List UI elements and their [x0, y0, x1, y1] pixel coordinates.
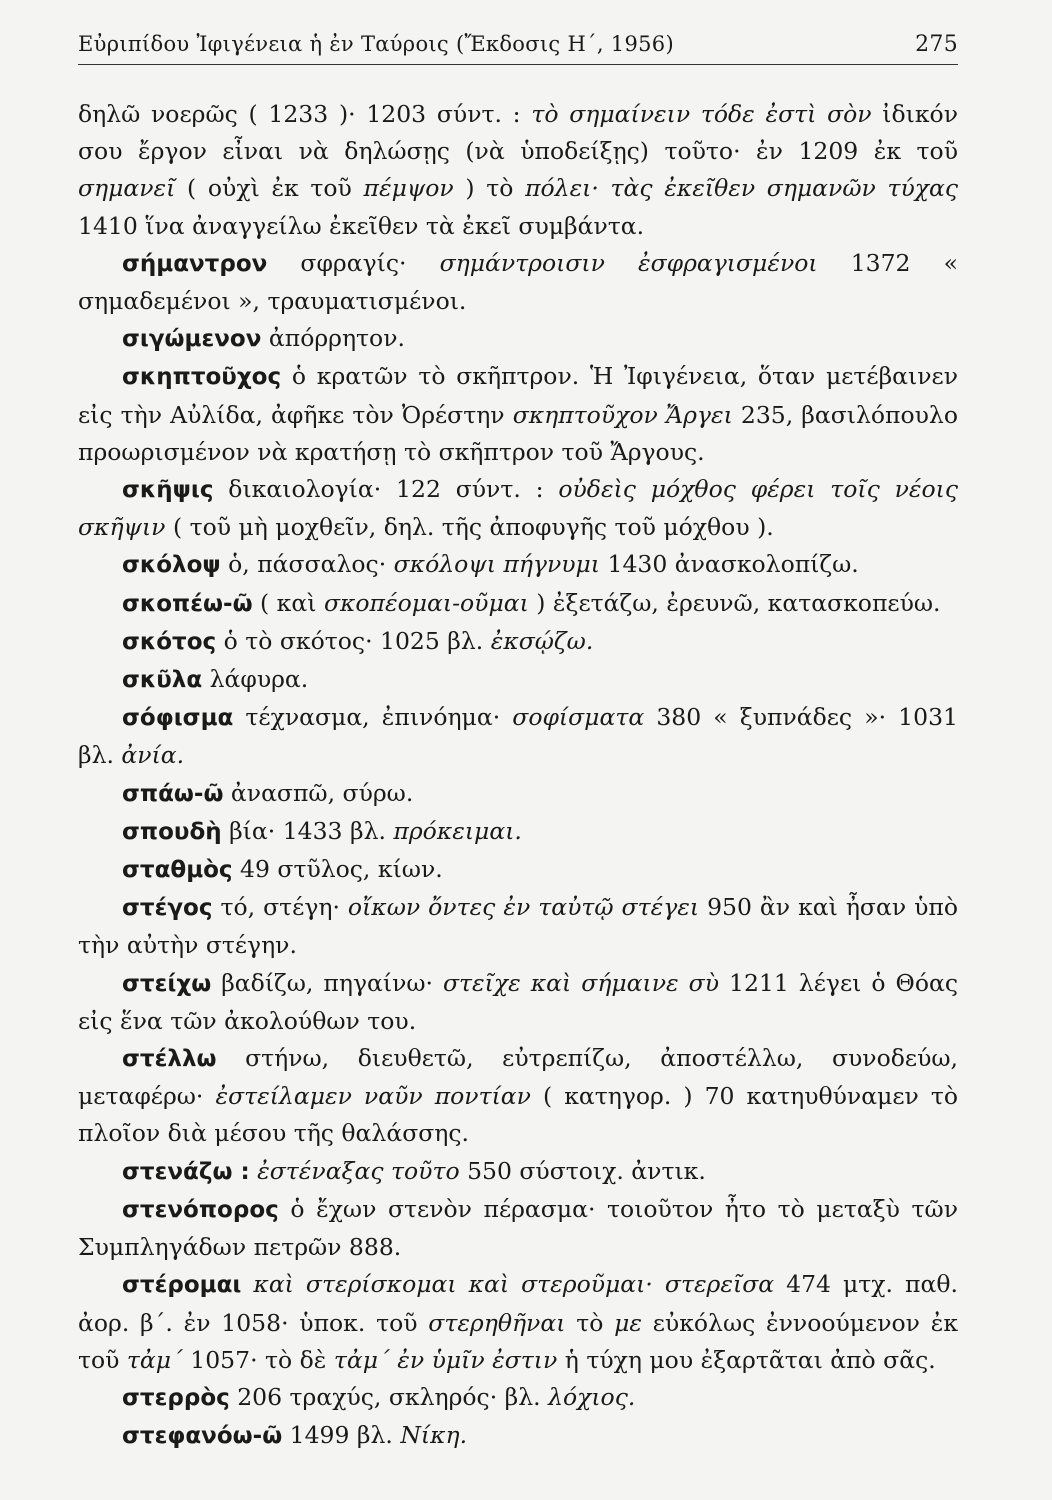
headword: στείχω [122, 970, 212, 997]
definition-text: 1410 ἵνα ἀναγγείλω ἐκεῖθεν τὰ ἐκεῖ συμβάντα. [78, 211, 645, 240]
definition-text: 1430 ἀνασκολοπίζω. [600, 550, 859, 579]
headword: σταθμὸς [122, 857, 233, 884]
glossary-entry [78, 851, 958, 889]
italic-quote: Νίκη. [400, 1421, 468, 1450]
definition-text: 1057· τὸ δὲ [182, 1345, 334, 1374]
headword: σκότος [122, 628, 217, 655]
definition-text: ( τοῦ μὴ μοχθεῖν, δηλ. τῆς ἀποφυγῆς τοῦ μόχθου ). [165, 513, 774, 542]
glossary-entry [78, 623, 958, 661]
definition-text: σφραγίς· [267, 248, 440, 277]
definition-text: 1372 « σημαδεμένοι », τραυματισμένοι. [78, 248, 958, 316]
definition-text: 550 σύστοιχ. ἀντικ. [459, 1156, 706, 1185]
italic-quote: στερηθῆναι [428, 1308, 566, 1337]
italic-quote: με [614, 1308, 642, 1337]
headword: σκηπτοῦχος [122, 364, 282, 391]
italic-quote: στεῖχε καὶ σήμαινε σὺ [443, 968, 719, 997]
italic-quote: ἐστέναξας τοῦτο [257, 1156, 460, 1185]
glossary-entry [78, 1379, 958, 1417]
headword: σκόλοψ [122, 552, 221, 579]
headword: σπουδὴ [122, 818, 222, 845]
definition-text: ἀνασπῶ, σύρω. [223, 778, 414, 807]
italic-quote: πέμψον [363, 174, 454, 203]
glossary-entry [78, 1153, 958, 1191]
definition-text: εὐκόλως ἐννοούμενον ἐκ τοῦ [78, 1308, 959, 1374]
glossary-entry [78, 245, 958, 320]
glossary-entry [78, 1040, 958, 1153]
definition-text: 1211 λέγει ὁ Θόας εἰς ἕνα τῶν ἀκολούθων του. [78, 968, 958, 1035]
glossary-entry [78, 699, 958, 774]
definition-text: ὁ ἔχων στενὸν πέρασμα· τοιοῦτον ἦτο τὸ μεταξὺ τῶν Συμπληγάδων πετρῶν 888. [78, 1194, 958, 1262]
definition-text: τέχνασμα, ἐπινόημα· [233, 703, 513, 732]
headword: στενόπορος [122, 1196, 279, 1223]
headword: σόφισμα [122, 705, 234, 732]
italic-quote: τὸ σημαίνειν τόδε ἐστὶ σὸν [531, 100, 872, 128]
glossary-entry [78, 661, 958, 699]
definition-text: ( οὐχὶ ἐκ τοῦ [175, 174, 364, 203]
glossary-entry [78, 813, 958, 851]
italic-quote: σημανεῖ [78, 174, 176, 203]
italic-quote: σκόλοψι πήγνυμι [393, 550, 601, 579]
italic-quote: πρόκειμαι. [393, 816, 522, 845]
page-number: 275 [915, 32, 958, 57]
glossary-entries [78, 96, 958, 1455]
headword: στέλλω [122, 1046, 217, 1073]
italic-quote: σοφίσματα [512, 703, 645, 732]
headword: στέγος [122, 895, 213, 922]
italic-quote: σημάντροισιν ἐσφραγισμένοι [439, 248, 818, 277]
headword: σήμαντρον [122, 250, 268, 277]
definition-text: ὁ, πάσσαλος· [220, 550, 394, 579]
definition-text: ἰδικόν σου ἔργον εἶναι νὰ δηλώσῃς (νὰ ὑποδείξῃς) τοῦτο· ἐν 1209 ἐκ τοῦ [78, 100, 958, 166]
glossary-entry [78, 96, 958, 245]
italic-quote: τἀμ΄ [126, 1345, 183, 1374]
definition-text: 49 στῦλος, κίων. [232, 855, 443, 884]
headword: σπάω-ῶ [122, 780, 224, 807]
italic-quote: λόχιος. [548, 1382, 636, 1411]
italic-quote: σκοπέομαι-οῦμαι [323, 588, 529, 617]
italic-quote: ἀνία. [121, 741, 185, 770]
definition-text: 950 ἂν καὶ ἦσαν ὑπὸ τὴν αὐτὴν στέγην. [78, 893, 958, 960]
definition-text: δηλῶ νοερῶς ( 1233 )· 1203 σύντ. : [78, 100, 532, 128]
definition-text: βία· 1433 βλ. [221, 816, 394, 845]
definition-text [241, 1270, 253, 1298]
definition-text: ὁ τὸ σκότος· 1025 βλ. [216, 626, 491, 655]
definition-text: δικαιολογία· 122 σύντ. : [213, 475, 559, 504]
glossary-entry [78, 1417, 958, 1455]
running-head [78, 28, 958, 65]
definition-text: 474 μτχ. παθ. ἀορ. β΄. ἐν 1058· ὑποκ. τοῦ [78, 1270, 958, 1337]
definition-text: 206 τραχύς, σκληρός· βλ. [229, 1382, 549, 1411]
italic-quote: πόλει· τὰς ἐκεῖθεν σημανῶν τύχας [525, 174, 959, 203]
definition-text: τό, στέγη· [212, 893, 348, 922]
definition-text: στήνω, διευθετῶ, εὐτρεπίζω, ἀποστέλλω, συνοδεύω, μεταφέρω· [78, 1044, 958, 1111]
headword: στερρὸς [122, 1384, 230, 1411]
glossary-entry [78, 889, 958, 964]
definition-text: 235, βασιλόπουλο προωρισμένον νὰ κρατήσῃ τὸ σκῆπτρον τοῦ Ἄργους. [78, 400, 958, 466]
headword: σιγώμενον [122, 326, 262, 353]
headword: στέρομαι [122, 1272, 242, 1299]
headword: σκῦλα [122, 667, 203, 694]
glossary-entry [78, 775, 958, 813]
glossary-entry [78, 965, 958, 1040]
glossary-entry [78, 1266, 958, 1379]
italic-quote: οἴκων ὄντες ἐν ταὐτῷ στέγει [347, 893, 700, 922]
italic-quote: ἐστείλαμεν ναῦν ποντίαν [215, 1082, 531, 1111]
italic-quote: καὶ στερίσκομαι καὶ στεροῦμαι· στερεῖσα [253, 1270, 775, 1299]
definition-text: τὸ [565, 1308, 615, 1337]
definition-text: βαδίζω, πηγαίνω· [211, 968, 444, 997]
definition-text: λάφυρα. [202, 665, 309, 694]
headword: στεφανόω-ῶ [122, 1423, 283, 1450]
definition-text: ὁ κρατῶν τὸ σκῆπτρον. Ἡ Ἰφιγένεια, ὅταν μετέβαινεν εἰς τὴν Αὐλίδα, ἀφῆκε τὸν Ὀρέστην [78, 362, 958, 429]
definition-text: ( κατηγορ. ) 70 κατηυθύναμεν τὸ πλοῖον διὰ μέσου τῆς θαλάσσης. [78, 1082, 959, 1148]
headword: σκῆψις [122, 477, 214, 504]
glossary-entry [78, 1191, 958, 1266]
definition-text: ) τὸ [453, 174, 526, 203]
italic-quote: σκηπτοῦχον Ἄργει [512, 400, 733, 429]
headword: στενάζω : [122, 1158, 250, 1185]
glossary-entry [78, 471, 958, 546]
glossary-entry [78, 585, 958, 623]
glossary-entry [78, 320, 958, 358]
headword: σκοπέω-ῶ [122, 590, 253, 617]
italic-quote: ἐκσῴζω. [490, 626, 594, 655]
running-head-title: Εὐριπίδου Ἰφιγένεια ἡ ἐν Ταύροις (Ἔκδοσις Η΄, 1956) [78, 32, 674, 56]
definition-text: ) ἐξετάζω, ἐρευνῶ, κατασκοπεύω. [528, 588, 941, 617]
definition-text: 380 « ξυπνάδες »· 1031 βλ. [78, 703, 958, 770]
definition-text: 1499 βλ. [282, 1421, 401, 1450]
italic-quote: τἀμ΄ ἐν ὑμῖν ἐστιν [333, 1345, 558, 1374]
definition-text: ἡ τύχη μου ἐξαρτᾶται ἀπὸ σᾶς. [557, 1345, 936, 1374]
definition-text: ( καὶ [252, 588, 324, 617]
glossary-entry [78, 358, 958, 471]
glossary-entry [78, 546, 958, 584]
definition-text: ἀπόρρητον. [261, 324, 405, 353]
italic-quote: οὐδεὶς μόχθος φέρει τοῖς νέοις σκῆψιν [78, 475, 958, 542]
